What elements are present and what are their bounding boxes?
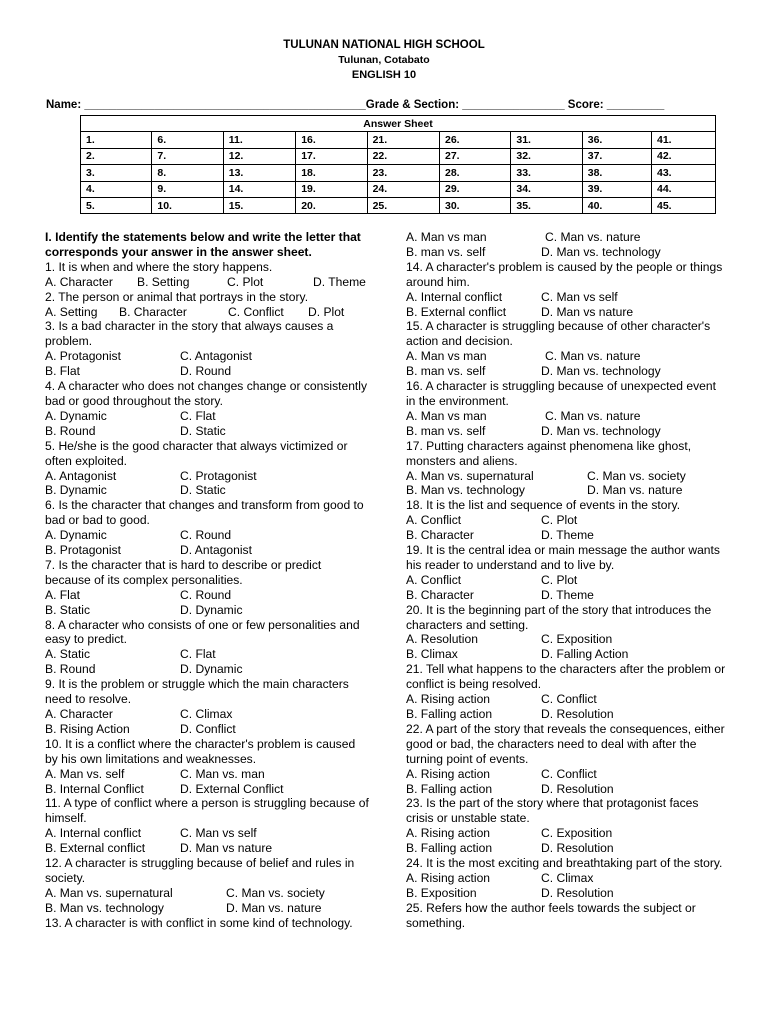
choice: D. Theme	[541, 528, 594, 543]
answer-cell: 13.	[223, 165, 295, 181]
answer-cell: 6.	[152, 132, 223, 148]
choice: A. Dynamic	[45, 528, 107, 543]
choice-row	[406, 469, 726, 484]
answer-cell: 24.	[367, 181, 439, 197]
choice: C. Plot	[227, 274, 264, 289]
choice-row	[406, 349, 726, 364]
choice: B. Character	[119, 304, 187, 319]
choice-row	[406, 782, 726, 797]
choice: C. Round	[180, 587, 232, 602]
school-name: TULUNAN NATIONAL HIGH SCHOOL	[283, 39, 485, 51]
answer-cell: 44.	[652, 181, 716, 197]
answer-row	[81, 165, 716, 181]
answer-sheet-title: Answer Sheet	[81, 116, 716, 132]
choice: B. Dynamic	[45, 483, 107, 498]
answer-cell: 37.	[582, 148, 651, 164]
choice: C. Plot	[541, 513, 578, 528]
choice-row	[406, 826, 726, 841]
question-text: 6. Is the character that changes and transform from good to bad or bad to good.	[45, 498, 364, 528]
choice: D. Man vs nature	[180, 841, 273, 856]
question-text: 14. A character's problem is caused by the people or things around him.	[406, 259, 723, 289]
answer-cell: 14.	[223, 181, 295, 197]
choice: C. Climax	[541, 870, 594, 885]
answer-row	[81, 197, 716, 213]
question-text: 4. A character who does not changes change or consistently bad or good throughout the story.	[45, 379, 368, 408]
question-text: 18. It is the list and sequence of events in the story.	[406, 498, 681, 513]
choice-row	[45, 782, 370, 797]
choice: D. Resolution	[541, 841, 614, 856]
choice: A. Antagonist	[45, 468, 117, 483]
answer-cell: 41.	[652, 132, 716, 148]
choice: A. Man vs man	[406, 230, 487, 244]
choice-row	[45, 409, 370, 424]
choice: A. Rising action	[406, 692, 491, 707]
choice: C. Man vs. man	[180, 766, 265, 781]
question-text: 15. A character is struggling because of other character's action and decision.	[406, 319, 711, 349]
answer-cell: 29.	[440, 181, 511, 197]
answer-cell: 20.	[296, 197, 367, 213]
answer-cell: 21.	[367, 132, 439, 148]
answer-cell: 2.	[81, 148, 152, 164]
choice: D. Static	[180, 483, 226, 498]
choice: C. Man vs. nature	[545, 408, 641, 423]
answer-cell: 11.	[223, 132, 295, 148]
choice: A. Rising action	[406, 826, 491, 841]
answer-cell: 38.	[582, 165, 651, 181]
choice: A. Character	[45, 707, 113, 721]
question-text: 25. Refers how the author feels towards the subject or something.	[406, 900, 696, 930]
choice: C. Round	[180, 528, 232, 543]
question-text: 10. It is a conflict where the character's problem is caused by his own limitations and weaknesses.	[45, 736, 356, 766]
choice: D. Conflict	[180, 721, 236, 736]
choice: A. Dynamic	[45, 408, 107, 423]
choice-row	[45, 543, 370, 558]
question-text: 13. A character is with conflict in some kind of technology.	[45, 915, 353, 930]
answer-cell: 17.	[296, 148, 367, 164]
choice-row	[406, 305, 726, 320]
choice: C. Protagonist	[180, 468, 257, 483]
answer-row	[81, 132, 716, 148]
choice: D. Theme	[541, 587, 594, 602]
question-text: 8. A character who consists of one or few personalities and easy to predict.	[45, 617, 360, 647]
answer-cell: 39.	[582, 181, 651, 197]
choice-row	[45, 826, 370, 841]
answer-cell: 16.	[296, 132, 367, 148]
choice: C. Man vs. society	[587, 468, 686, 483]
choice-row	[45, 901, 370, 916]
answer-cell: 10.	[152, 197, 223, 213]
choice-row	[45, 707, 370, 722]
choice: B. Falling action	[406, 781, 493, 796]
answer-cell: 35.	[511, 197, 582, 213]
question-text: 19. It is the central idea or main message the author wants his reader to understand and to live by.	[406, 543, 720, 572]
choice: C. Man vs self	[541, 289, 618, 304]
choice-row	[45, 424, 370, 439]
choice: C. Man vs self	[180, 826, 257, 841]
choice: B. Falling action	[406, 841, 493, 856]
question-text: 16. A character is struggling because of unexpected event in the environment.	[406, 379, 716, 408]
question-text: 24. It is the most exciting and breathtaking part of the story.	[406, 856, 723, 871]
choice-row	[406, 707, 726, 722]
answer-cell: 15.	[223, 197, 295, 213]
choice: A. Character	[45, 274, 113, 289]
choice-row	[406, 573, 726, 588]
choice: C. Conflict	[228, 304, 284, 319]
choice: B. Exposition	[406, 885, 477, 900]
answer-cell: 3.	[81, 165, 152, 181]
choice: A. Conflict	[406, 513, 462, 528]
answer-cell: 25.	[367, 197, 439, 213]
choice-row	[45, 647, 370, 662]
choice: C. Conflict	[541, 692, 597, 707]
choice: A. Man vs. self	[45, 766, 125, 781]
choice: D. Man vs nature	[541, 304, 634, 319]
choice: A. Static	[45, 647, 91, 662]
choice: C. Exposition	[541, 632, 613, 647]
left-column	[45, 230, 370, 931]
choice: B. Protagonist	[45, 543, 121, 558]
choice: A. Man vs man	[406, 349, 487, 364]
choice: B. Man vs. technology	[45, 900, 164, 915]
choice: A. Man vs. supernatural	[406, 468, 534, 483]
choice-row	[45, 603, 370, 618]
choice-row	[406, 841, 726, 856]
choice-row	[45, 841, 370, 856]
choice: B. Internal Conflict	[45, 781, 144, 796]
choice: A. Flat	[45, 587, 80, 602]
choice: B. Character	[406, 528, 474, 543]
answer-cell: 30.	[440, 197, 511, 213]
answer-cell: 7.	[152, 148, 223, 164]
answer-cell: 43.	[652, 165, 716, 181]
choice: C. Flat	[180, 647, 216, 662]
choice: B. External conflict	[406, 304, 507, 319]
choice: D. Dynamic	[180, 662, 243, 677]
choice-row	[45, 588, 370, 603]
answer-cell: 1.	[81, 132, 152, 148]
instruction-text: I. Identify the statements below and write the letter that corresponds your answer in the answer sheet.	[45, 230, 361, 259]
choice-row	[406, 230, 726, 245]
choice: C. Antagonist	[180, 349, 252, 364]
choice: B. Round	[45, 423, 96, 438]
document-header	[0, 38, 768, 83]
question-text: 20. It is the beginning part of the story that introduces the characters and setting.	[406, 602, 712, 632]
choice: B. Flat	[45, 364, 80, 379]
choice-row	[406, 647, 726, 662]
answer-row	[81, 148, 716, 164]
question-text: 9. It is the problem or struggle which the main characters need to resolve.	[45, 677, 349, 707]
choice-row	[45, 886, 370, 901]
answer-cell: 22.	[367, 148, 439, 164]
choice-row	[406, 483, 726, 498]
choice: D. Man vs. technology	[541, 364, 661, 379]
question-text: 12. A character is struggling because of belief and rules in society.	[45, 856, 355, 885]
answer-cell: 36.	[582, 132, 651, 148]
choice: A. Rising action	[406, 870, 491, 885]
answer-cell: 32.	[511, 148, 582, 164]
choice-row	[406, 767, 726, 782]
choice: D. Static	[180, 423, 226, 438]
choice-row	[406, 290, 726, 305]
answer-cell: 8.	[152, 165, 223, 181]
question-text: 21. Tell what happens to the characters after the problem or conflict is being resolved.	[406, 662, 726, 692]
choice: C. Man vs. nature	[545, 230, 641, 244]
choice: D. Dynamic	[180, 602, 243, 617]
question-text: 7. Is the character that is hard to describe or predict because of its complex personalities.	[45, 557, 322, 587]
question-text: 3. Is a bad character in the story that always causes a problem.	[45, 319, 334, 349]
choice-row	[406, 692, 726, 707]
answer-cell: 26.	[440, 132, 511, 148]
answer-cell: 42.	[652, 148, 716, 164]
choice: A. Rising action	[406, 766, 491, 781]
choice: A. Protagonist	[45, 349, 121, 364]
answer-row	[81, 181, 716, 197]
choice: C. Plot	[541, 572, 578, 587]
choice: C. Climax	[180, 707, 233, 721]
choice: B. External conflict	[45, 841, 146, 856]
choice: A. Conflict	[406, 572, 462, 587]
choice: A. Man vs man	[406, 408, 487, 423]
choice-row	[406, 588, 726, 603]
choice: B. man vs. self	[406, 423, 486, 438]
choice: B. Falling action	[406, 707, 493, 721]
answer-cell: 45.	[652, 197, 716, 213]
choice-row	[45, 483, 370, 498]
choice-row	[406, 528, 726, 543]
choice: B. Round	[45, 662, 96, 677]
choice: D. Man vs. technology	[541, 423, 661, 438]
name-grade-score-line: Name: ____________________________________________Grade & Section: ________________ Score: _________	[46, 99, 665, 111]
question-text: 17. Putting characters against phenomena like ghost, monsters and aliens.	[406, 438, 692, 468]
question-text: 5. He/she is the good character that always victimized or often exploited.	[45, 438, 348, 468]
answer-cell: 28.	[440, 165, 511, 181]
choice-row	[406, 245, 726, 260]
choice: D. Man vs. nature	[587, 483, 683, 498]
choice: B. Static	[45, 602, 91, 617]
answer-cell: 4.	[81, 181, 152, 197]
choice-row	[406, 871, 726, 886]
choice-row	[45, 275, 370, 290]
answer-cell: 34.	[511, 181, 582, 197]
choice-row	[45, 469, 370, 484]
right-column	[406, 230, 726, 931]
choice-row	[45, 364, 370, 379]
choice: C. Man vs. society	[226, 885, 325, 900]
choice: D. Theme	[313, 274, 366, 289]
answer-sheet-table	[80, 115, 716, 214]
answer-cell: 27.	[440, 148, 511, 164]
answer-cell: 18.	[296, 165, 367, 181]
choice-row	[45, 349, 370, 364]
choice-row	[406, 513, 726, 528]
choice-row	[406, 424, 726, 439]
choice: D. Plot	[308, 304, 345, 319]
choice: D. Resolution	[541, 707, 614, 721]
choice: D. Round	[180, 364, 232, 379]
choice: D. Antagonist	[180, 543, 252, 558]
choice: B. man vs. self	[406, 364, 486, 379]
choice-row	[406, 632, 726, 647]
answer-cell: 9.	[152, 181, 223, 197]
choice: C. Flat	[180, 408, 216, 423]
choice: D. Man vs. technology	[541, 244, 661, 259]
choice: A. Resolution	[406, 632, 478, 647]
choice-row	[406, 409, 726, 424]
answer-cell: 23.	[367, 165, 439, 181]
choice: A. Internal conflict	[45, 826, 142, 841]
answer-cell: 40.	[582, 197, 651, 213]
choice-row	[45, 528, 370, 543]
choice: A. Setting	[45, 304, 98, 319]
choice-row	[406, 886, 726, 901]
choice-row	[45, 305, 370, 320]
answer-cell: 5.	[81, 197, 152, 213]
choice: A. Man vs. supernatural	[45, 885, 173, 900]
question-text: 2. The person or animal that portrays in the story.	[45, 289, 309, 304]
choice: D. Resolution	[541, 885, 614, 900]
choice: D. Resolution	[541, 781, 614, 796]
choice: B. Rising Action	[45, 721, 130, 736]
answer-cell: 19.	[296, 181, 367, 197]
question-text: 22. A part of the story that reveals the consequences, either good or bad, the characters need to deal with after the turning point of events.	[406, 721, 725, 766]
answer-cell: 12.	[223, 148, 295, 164]
question-text: 23. Is the part of the story where that protagonist faces crisis or unstable state.	[406, 796, 699, 826]
choice-row	[45, 662, 370, 677]
choice-row	[45, 767, 370, 782]
question-text: 1. It is when and where the story happens.	[45, 259, 273, 274]
choice: D. Man vs. nature	[226, 900, 322, 915]
choice-row	[45, 722, 370, 737]
answer-cell: 31.	[511, 132, 582, 148]
choice: B. man vs. self	[406, 244, 486, 259]
question-text: 11. A type of conflict where a person is struggling because of himself.	[45, 796, 369, 826]
choice: B. Man vs. technology	[406, 483, 525, 498]
choice: C. Exposition	[541, 826, 613, 841]
choice: B. Setting	[137, 274, 190, 289]
choice: C. Man vs. nature	[545, 349, 641, 364]
choice-row	[406, 364, 726, 379]
choice: D. Falling Action	[541, 647, 629, 662]
subject-title: ENGLISH 10	[351, 69, 417, 81]
choice: B. Climax	[406, 647, 458, 662]
choice: B. Character	[406, 587, 474, 602]
answer-cell: 33.	[511, 165, 582, 181]
choice: C. Conflict	[541, 766, 597, 781]
school-location: Tulunan, Cotabato	[338, 54, 430, 66]
choice: D. External Conflict	[180, 781, 284, 796]
choice: A. Internal conflict	[406, 289, 503, 304]
